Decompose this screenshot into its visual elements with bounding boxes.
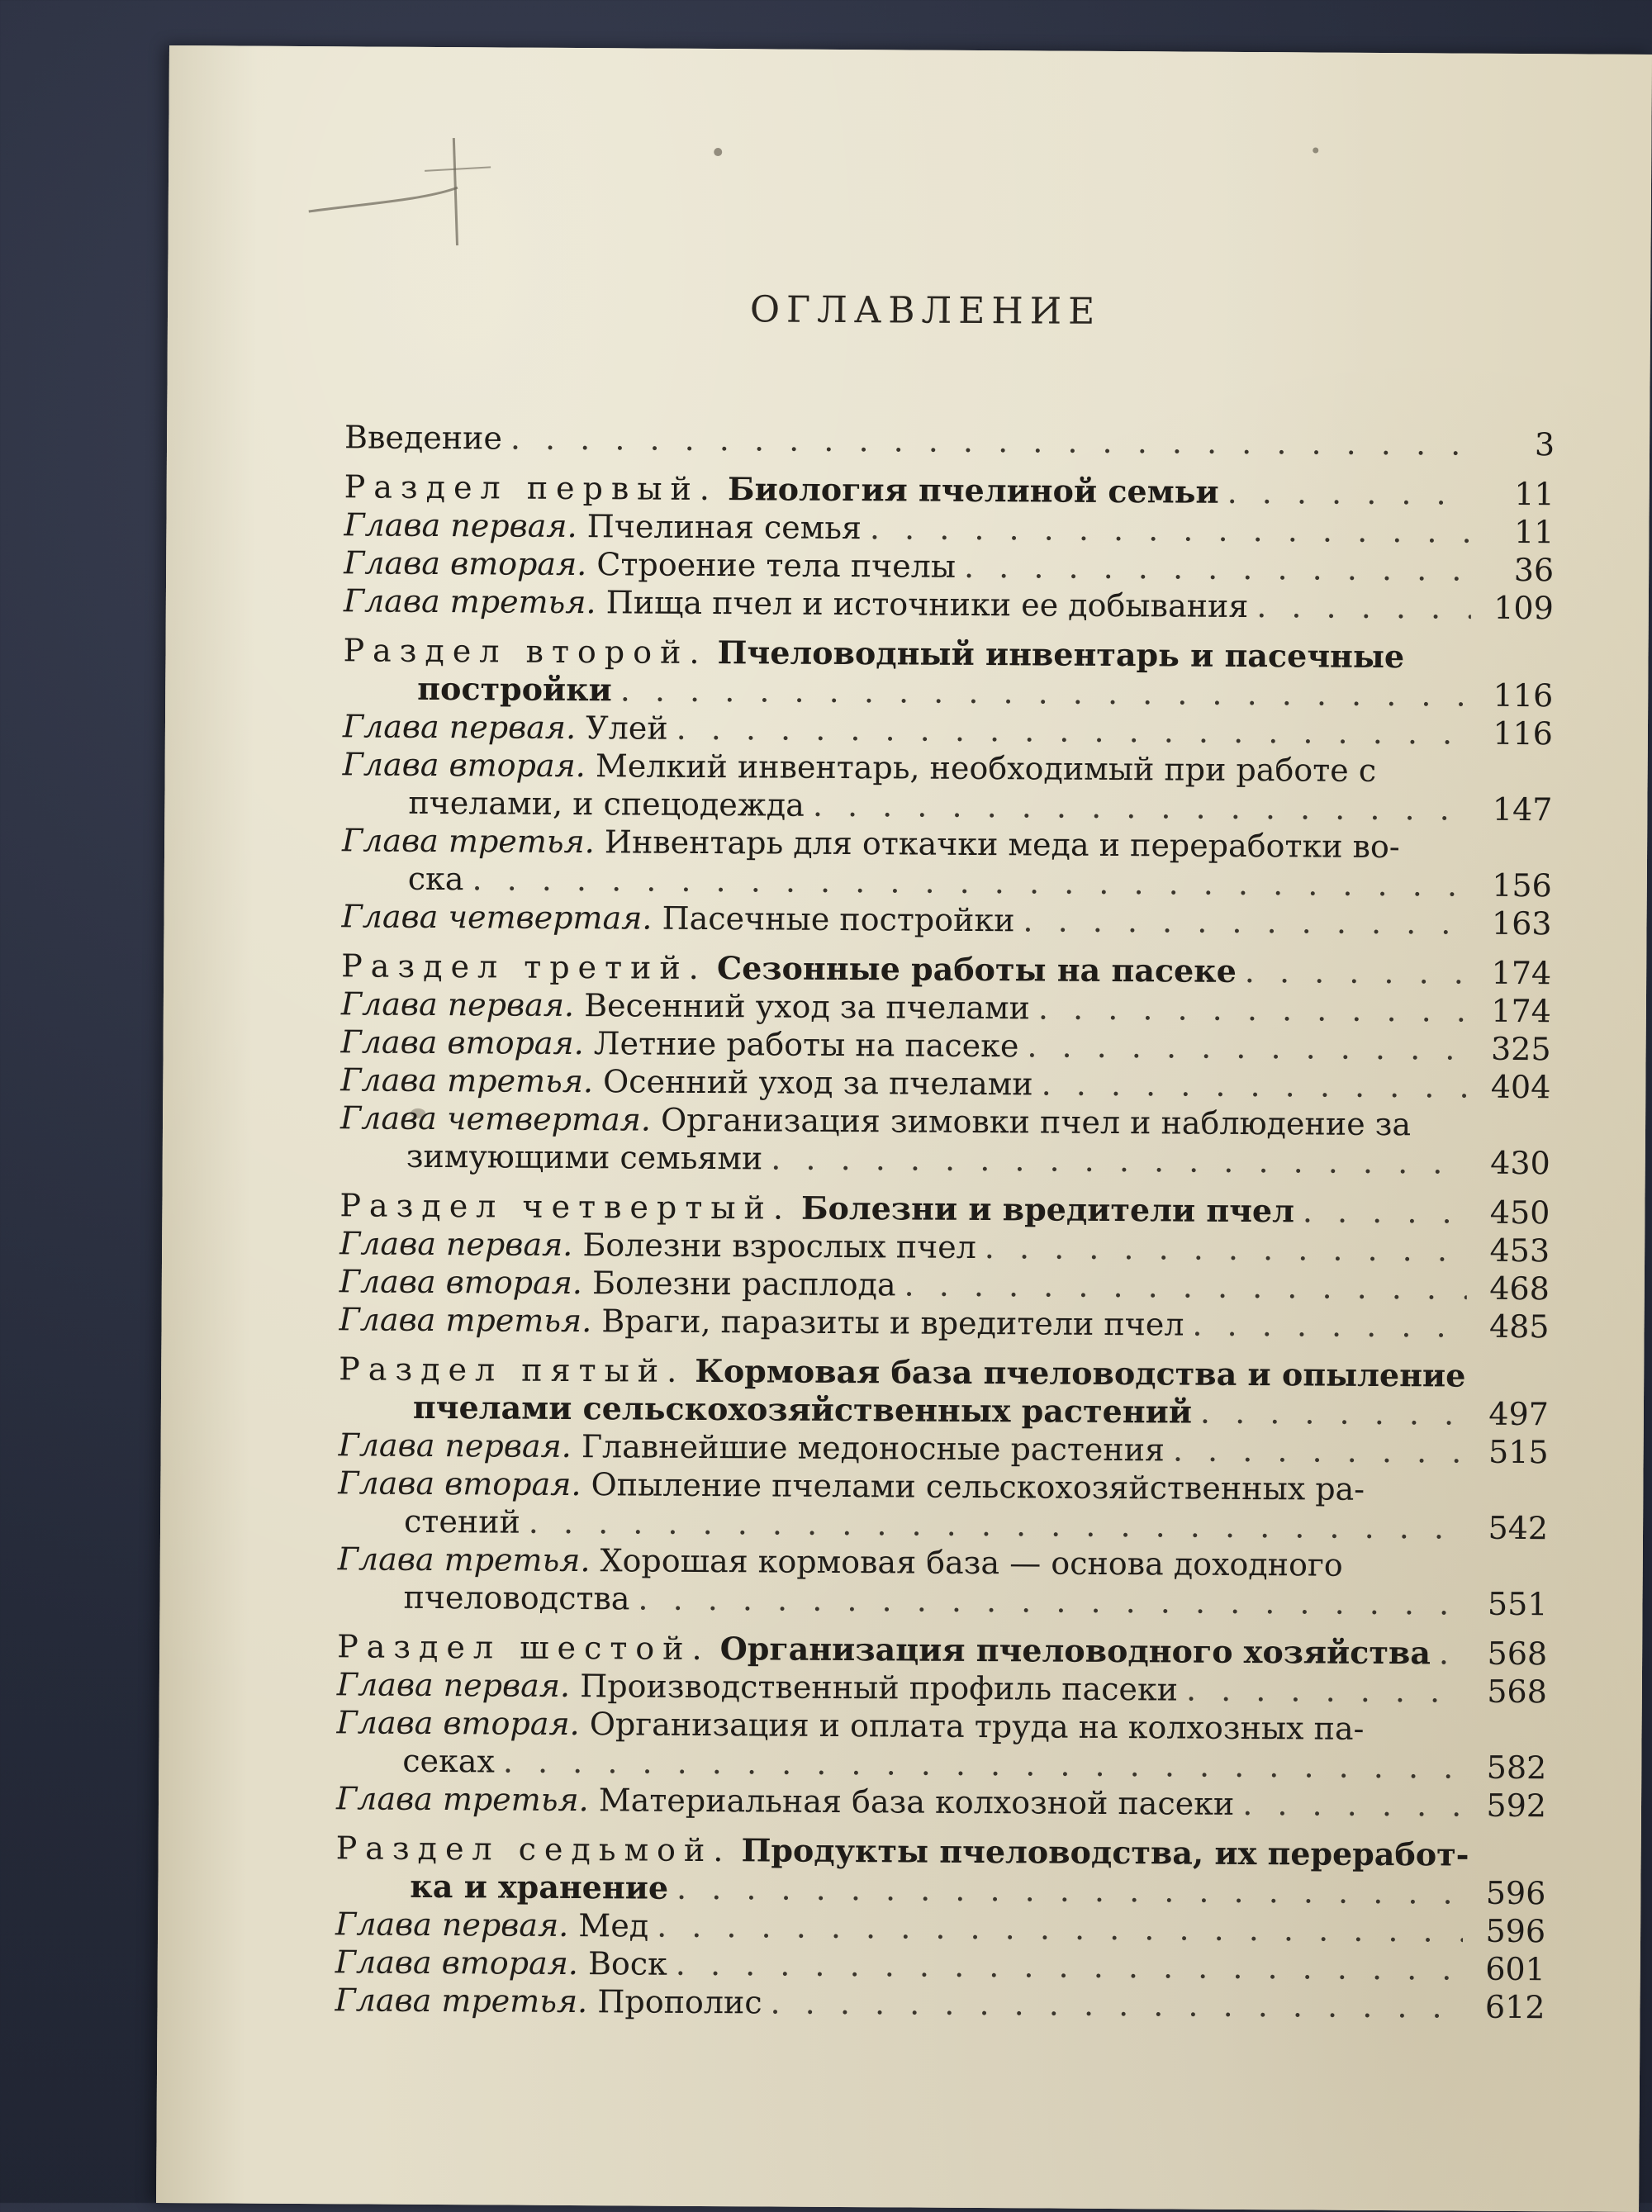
page-number: 11 xyxy=(1514,475,1555,513)
chapter-title-cont: стений xyxy=(403,1502,521,1540)
chapter-label: Глава третья. xyxy=(335,1780,589,1819)
toc-chapter xyxy=(336,1703,1547,1787)
chapter-label: Глава третья. xyxy=(340,1061,594,1100)
section-heading xyxy=(337,1627,1431,1672)
chapter-label: Глава вторая. xyxy=(342,746,586,785)
toc-section xyxy=(335,1829,1546,1912)
dot-leader xyxy=(1439,1634,1464,1672)
table-of-contents xyxy=(335,418,1555,2026)
section-label: Раздел шестой. xyxy=(337,1628,710,1668)
dot-leader xyxy=(1192,1306,1466,1346)
chapter-continuation xyxy=(340,1137,1550,1182)
section-title: Пчеловодный инвентарь и пасечные xyxy=(717,634,1405,676)
dot-leader xyxy=(472,860,1469,904)
chapter-title-cont: зимующими семьями xyxy=(406,1137,763,1177)
chapter-title-cont: ска xyxy=(407,860,464,898)
chapter-heading xyxy=(336,1779,1235,1823)
chapter-label: Глава первая. xyxy=(340,985,575,1024)
dot-leader xyxy=(904,1265,1466,1307)
chapter-label: Глава вторая. xyxy=(338,1464,582,1503)
chapter-label: Глава первая. xyxy=(339,1225,573,1264)
chapter-heading xyxy=(339,1300,1184,1343)
chapter-title: Летние работы на пасеке xyxy=(593,1025,1019,1065)
toc-chapter xyxy=(338,1464,1549,1547)
dot-leader xyxy=(676,1945,1463,1988)
dot-leader xyxy=(638,1580,1464,1623)
page-number: 601 xyxy=(1485,1950,1545,1988)
chapter-title: Инвентарь для откачки меда и переработки во- xyxy=(604,824,1400,866)
page-number: 582 xyxy=(1486,1749,1547,1787)
chapter-title: Прополис xyxy=(597,1983,762,2021)
dot-leader xyxy=(1023,901,1469,942)
chapter-line xyxy=(335,1981,1545,2026)
chapter-title: Воск xyxy=(587,1945,668,1982)
chapter-label: Глава четвертая. xyxy=(339,1099,652,1138)
chapter-label: Глава четвертая. xyxy=(341,898,653,937)
page-number: 468 xyxy=(1489,1270,1550,1308)
dot-leader xyxy=(813,786,1470,828)
page-number: 116 xyxy=(1493,714,1554,752)
page-number: 485 xyxy=(1488,1308,1550,1346)
dot-leader xyxy=(1042,1065,1469,1105)
section-heading xyxy=(339,1186,1294,1230)
paper-speck xyxy=(714,148,722,156)
chapter-heading xyxy=(335,1981,762,2021)
toc-chapter xyxy=(340,1099,1551,1182)
dot-leader xyxy=(1245,952,1469,992)
chapter-title: Производственный профиль пасеки xyxy=(580,1668,1179,1708)
dot-leader xyxy=(964,548,1471,589)
chapter-line xyxy=(344,581,1554,627)
section-label: Раздел седьмой. xyxy=(335,1830,732,1869)
chapter-line xyxy=(341,897,1551,942)
chapter-label: Глава вторая. xyxy=(340,1023,584,1062)
section-label: Раздел второй. xyxy=(343,632,708,671)
section-title: Продукты пчеловодства, их переработ- xyxy=(741,1831,1469,1873)
page-number: 174 xyxy=(1491,992,1552,1030)
page-number: 568 xyxy=(1487,1673,1547,1711)
toc-chapter xyxy=(337,1540,1548,1623)
page-number: 568 xyxy=(1487,1635,1548,1673)
chapter-heading xyxy=(341,985,1030,1027)
section-title: Болезни и вредители пчел xyxy=(800,1189,1295,1230)
chapter-title: Весенний уход за пчелами xyxy=(584,987,1031,1027)
dot-leader xyxy=(503,1743,1464,1787)
page-number: 612 xyxy=(1484,1988,1545,2026)
page-number: 542 xyxy=(1488,1509,1549,1547)
dot-leader xyxy=(1227,473,1472,513)
page-number: 596 xyxy=(1485,1874,1546,1912)
chapter-title-cont: пчелами, и спецодежда xyxy=(408,784,805,824)
toc-chapter xyxy=(342,821,1553,904)
dot-leader xyxy=(1256,587,1471,627)
page-number: 11 xyxy=(1513,513,1555,551)
section-title-cont: постройки xyxy=(417,669,612,709)
chapter-label: Глава первая. xyxy=(344,506,577,545)
section-label: Раздел первый. xyxy=(344,468,719,508)
section-title-cont: ка и хранение xyxy=(410,1867,669,1906)
page-number: 497 xyxy=(1488,1395,1550,1433)
chapter-label: Глава вторая. xyxy=(339,1263,583,1302)
chapter-title: Организация и оплата труда на колхозных па- xyxy=(589,1706,1365,1747)
section-heading xyxy=(344,468,1219,510)
dot-leader xyxy=(529,1503,1465,1547)
chapter-title: Осенний уход за пчелами xyxy=(602,1063,1033,1103)
toc-chapter xyxy=(336,1779,1546,1825)
page-number: 453 xyxy=(1489,1232,1550,1270)
pencil-scribble xyxy=(300,121,648,255)
chapter-label: Глава вторая. xyxy=(344,544,587,583)
page-number: 116 xyxy=(1493,676,1554,714)
section-heading xyxy=(341,947,1237,990)
page-number: 36 xyxy=(1513,551,1555,589)
chapter-title: Строение тела пчелы xyxy=(596,546,957,585)
dot-leader xyxy=(771,1139,1468,1181)
chapter-title: Мелкий инвентарь, необходимый при работе с xyxy=(595,748,1377,789)
chapter-heading xyxy=(335,1905,648,1944)
chapter-label: Глава первая. xyxy=(342,708,577,747)
toc-entry-intro xyxy=(344,418,1555,463)
dot-leader xyxy=(620,671,1471,714)
paper-speck xyxy=(1313,147,1318,153)
page-number: 515 xyxy=(1488,1433,1549,1471)
chapter-heading xyxy=(344,506,862,547)
section-label: Раздел пятый. xyxy=(339,1350,686,1389)
chapter-label: Глава вторая. xyxy=(335,1944,579,1982)
toc-chapter xyxy=(342,745,1553,828)
chapter-heading xyxy=(339,1426,1165,1469)
chapter-heading xyxy=(337,1665,1178,1708)
dot-leader xyxy=(985,1228,1468,1270)
dot-leader xyxy=(657,1907,1463,1950)
page-number: 450 xyxy=(1489,1194,1550,1232)
chapter-heading xyxy=(344,544,956,586)
chapter-heading xyxy=(344,581,1249,625)
dot-leader xyxy=(1173,1431,1466,1470)
chapter-label: Глава третья. xyxy=(343,582,596,621)
chapter-title: Главнейшие медоносные растения xyxy=(581,1428,1165,1469)
dot-leader xyxy=(870,509,1472,550)
chapter-heading xyxy=(343,707,668,747)
chapter-continuation xyxy=(337,1578,1547,1623)
intro-title: Введение xyxy=(344,419,503,457)
chapter-label: Глава третья. xyxy=(335,1982,588,2020)
book-page xyxy=(156,45,1652,2212)
toc-chapter xyxy=(341,897,1551,942)
chapter-title-cont: пчеловодства xyxy=(403,1578,630,1617)
chapter-label: Глава третья. xyxy=(337,1540,591,1579)
dot-leader xyxy=(1303,1192,1468,1231)
page-number: 592 xyxy=(1486,1787,1547,1825)
toc-chapter xyxy=(344,581,1554,627)
page-number: 147 xyxy=(1492,790,1553,828)
section-title: Сезонные работы на пасеке xyxy=(716,949,1237,990)
page-number: 551 xyxy=(1487,1585,1548,1623)
dot-leader xyxy=(1186,1671,1464,1711)
toc-chapter xyxy=(335,1981,1545,2026)
toc-section xyxy=(339,1350,1550,1433)
dot-leader xyxy=(676,710,1471,752)
section-title: Биология пчелиной семьи xyxy=(727,470,1219,510)
dot-leader xyxy=(1038,989,1469,1029)
section-label: Раздел четвертый. xyxy=(339,1187,792,1227)
chapter-title: Пчелиная семья xyxy=(586,508,862,547)
chapter-title-cont: секах xyxy=(402,1742,496,1780)
chapter-heading xyxy=(339,1224,976,1266)
page-number: 325 xyxy=(1490,1030,1551,1068)
page-number: 596 xyxy=(1485,1912,1546,1950)
chapter-title: Материальная база колхозной пасеки xyxy=(598,1782,1235,1822)
chapter-label: Глава первая. xyxy=(336,1666,571,1704)
chapter-title: Пища пчел и источники ее добывания xyxy=(605,584,1249,624)
chapter-heading xyxy=(340,1061,1033,1103)
section-title: Организация пчеловодного хозяйства xyxy=(719,1630,1431,1672)
dot-leader xyxy=(1027,1027,1468,1067)
chapter-title: Хорошая кормовая база — основа доходного xyxy=(600,1542,1343,1583)
dot-leader xyxy=(770,1983,1462,2025)
dot-leader xyxy=(1242,1785,1464,1825)
section-title: Кормовая база пчеловодства и опыление xyxy=(695,1351,1466,1394)
chapter-heading xyxy=(339,1262,896,1303)
chapter-label: Глава первая. xyxy=(335,1906,569,1944)
chapter-label: Глава первая. xyxy=(338,1426,572,1465)
chapter-label: Глава третья. xyxy=(339,1301,592,1340)
chapter-title: Мед xyxy=(578,1907,649,1944)
chapter-label: Глава третья. xyxy=(341,822,595,861)
chapter-title: Организация зимовки пчел и наблюдение за xyxy=(660,1101,1412,1143)
chapter-heading xyxy=(335,1943,667,1982)
chapter-title: Враги, паразиты и вредители пчел xyxy=(601,1303,1184,1343)
page-number: 404 xyxy=(1490,1068,1551,1106)
page-number: 174 xyxy=(1491,954,1552,992)
chapter-title: Болезни расплода xyxy=(591,1265,896,1303)
toc-section xyxy=(343,631,1554,714)
chapter-heading xyxy=(340,1023,1018,1065)
chapter-title: Пасечные постройки xyxy=(662,900,1015,939)
chapter-label: Глава вторая. xyxy=(336,1704,580,1743)
chapter-title: Болезни взрослых пчел xyxy=(582,1227,976,1265)
chapter-heading xyxy=(341,897,1014,939)
chapter-line xyxy=(339,1300,1549,1346)
dot-leader xyxy=(1200,1393,1466,1433)
toc-chapter xyxy=(339,1300,1549,1346)
section-label: Раздел третий. xyxy=(341,947,707,986)
chapter-title: Улей xyxy=(586,710,668,747)
page-title: ОГЛАВЛЕНИЕ xyxy=(749,288,1102,333)
page-number: 430 xyxy=(1490,1144,1550,1182)
dot-leader xyxy=(676,1869,1464,1912)
page-number: 163 xyxy=(1491,904,1552,942)
page-number: 156 xyxy=(1492,866,1552,904)
page-number: 109 xyxy=(1493,589,1555,627)
section-title-cont: пчелами сельскохозяйственных растений xyxy=(412,1388,1193,1431)
dot-leader xyxy=(510,420,1472,463)
chapter-title: Опыление пчелами сельскохозяйственных ра- xyxy=(591,1466,1365,1507)
page-number: 3 xyxy=(1534,426,1555,463)
chapter-line xyxy=(336,1779,1546,1825)
